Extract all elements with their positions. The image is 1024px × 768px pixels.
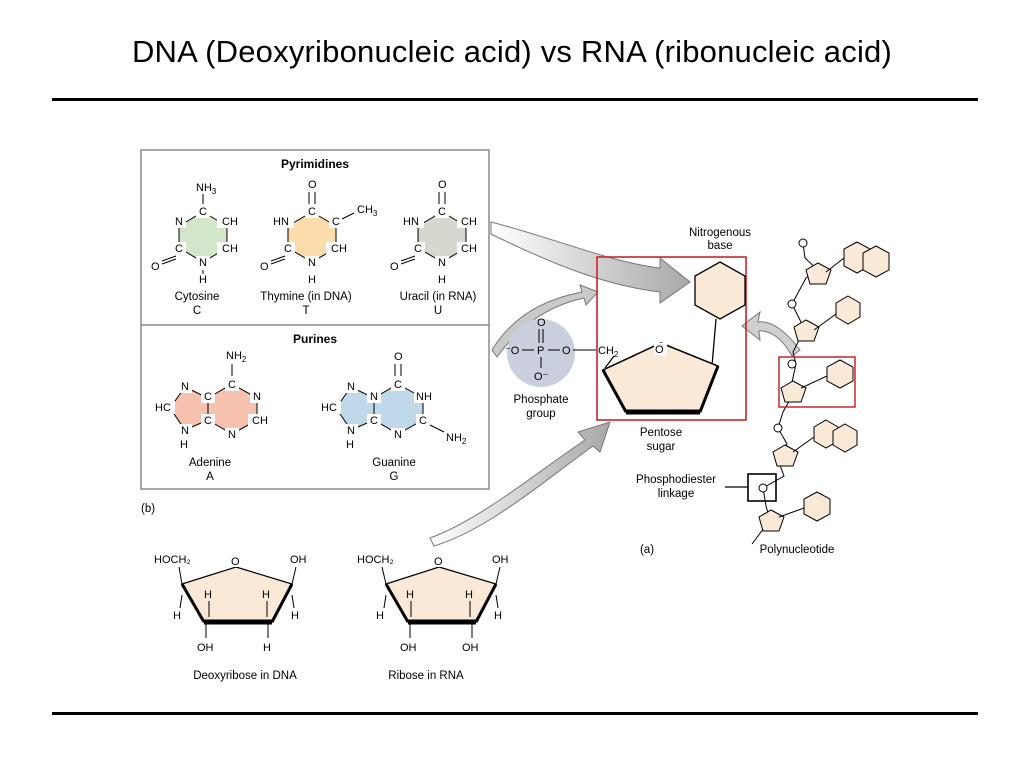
svg-text:H: H bbox=[376, 610, 384, 622]
panel-b-tag: (b) bbox=[141, 503, 156, 515]
svg-text:N: N bbox=[199, 257, 207, 269]
svg-text:O: O bbox=[438, 179, 447, 191]
svg-text:CH: CH bbox=[222, 243, 238, 255]
svg-text:O: O bbox=[394, 351, 403, 363]
panel-a-tag: (a) bbox=[639, 544, 655, 556]
svg-text:N: N bbox=[347, 425, 355, 437]
svg-text:H: H bbox=[262, 589, 270, 601]
adenine-letter: A bbox=[206, 471, 214, 483]
svg-text:O: O bbox=[260, 261, 269, 273]
svg-text:CH3: $CH_3$ bbox=[357, 204, 378, 218]
svg-text:H: H bbox=[173, 610, 181, 622]
svg-text:O: O bbox=[151, 261, 160, 273]
svg-text:N: N bbox=[347, 381, 355, 393]
svg-text:N: N bbox=[370, 391, 378, 403]
svg-text:N: N bbox=[181, 381, 189, 393]
svg-text:HN: HN bbox=[273, 216, 289, 228]
ribose-bottom-right: OH bbox=[462, 642, 479, 654]
svg-text:H: H bbox=[465, 589, 473, 601]
svg-text:C: C bbox=[199, 206, 207, 218]
svg-text:C: C bbox=[228, 379, 236, 391]
svg-text:CH: CH bbox=[222, 216, 238, 228]
svg-text:C: C bbox=[308, 206, 316, 218]
ribose-structure bbox=[357, 554, 509, 682]
svg-text:⁻O: ⁻O bbox=[505, 345, 520, 357]
svg-text:P: P bbox=[537, 345, 545, 357]
polynucleotide-chain bbox=[748, 239, 889, 544]
phosphodiester-label-1: Phosphodiester bbox=[636, 474, 716, 486]
guanine-letter: G bbox=[389, 471, 399, 483]
thymine-name: Thymine (in DNA) bbox=[260, 291, 352, 303]
svg-text:O: O bbox=[655, 344, 664, 356]
polynucleotide-label: Polynucleotide bbox=[759, 544, 835, 556]
svg-text:O: O bbox=[390, 261, 399, 273]
guanine-name: Guanine bbox=[372, 457, 416, 469]
svg-text:N: N bbox=[175, 216, 183, 228]
svg-text:OH: OH bbox=[400, 642, 417, 654]
svg-text:O: O bbox=[308, 179, 317, 191]
svg-text:C: C bbox=[332, 216, 340, 228]
svg-text:NH2: $NH_2$ bbox=[226, 350, 247, 364]
svg-text:C: C bbox=[414, 243, 422, 255]
svg-text:O: O bbox=[562, 345, 571, 357]
svg-text:OH: OH bbox=[197, 642, 214, 654]
svg-text:O: O bbox=[434, 556, 443, 568]
svg-text:CH: CH bbox=[461, 243, 477, 255]
nitrogenous-base-label-1: Nitrogenous bbox=[688, 227, 752, 239]
svg-text:H: H bbox=[346, 439, 354, 451]
deoxyribose-structure bbox=[154, 554, 307, 682]
svg-text:O⁻: O⁻ bbox=[534, 371, 549, 383]
svg-text:H: H bbox=[180, 439, 188, 451]
deoxyribose-top-right: OH bbox=[290, 554, 307, 566]
page-title: DNA (Deoxyribonucleic acid) vs RNA (ribonucleic acid) bbox=[131, 34, 893, 69]
adenine-name: Adenine bbox=[188, 457, 232, 469]
svg-text:H: H bbox=[438, 274, 446, 286]
svg-text:NH3: $NH_3$ bbox=[196, 182, 217, 196]
nitrogenous-base-hexagon bbox=[695, 262, 745, 319]
svg-text:CH: CH bbox=[252, 415, 268, 427]
svg-text:C: C bbox=[438, 206, 446, 218]
svg-text:N: N bbox=[438, 257, 446, 269]
svg-text:N: N bbox=[253, 391, 261, 403]
ribose-top-left: HOCH₂ bbox=[357, 554, 394, 566]
deoxyribose-label: Deoxyribose in DNA bbox=[193, 670, 297, 682]
svg-text:C: C bbox=[284, 243, 292, 255]
svg-text:C: C bbox=[394, 379, 402, 391]
ribose-label: Ribose in RNA bbox=[388, 670, 464, 682]
pyrimidines-header: Pyrimidines bbox=[280, 157, 350, 171]
svg-text:C: C bbox=[204, 391, 212, 403]
svg-text:H: H bbox=[204, 589, 212, 601]
svg-text:HC: HC bbox=[155, 402, 171, 414]
svg-text:C: C bbox=[419, 415, 427, 427]
nitrogenous-base-label-2: base bbox=[707, 240, 733, 252]
deoxyribose-bottom-right: H bbox=[263, 642, 271, 654]
svg-text:C: C bbox=[175, 243, 183, 255]
svg-text:H: H bbox=[494, 610, 502, 622]
svg-text:O: O bbox=[231, 556, 240, 568]
phosphodiester-label-2: linkage bbox=[657, 488, 695, 500]
svg-text:H: H bbox=[199, 274, 207, 286]
svg-text:H: H bbox=[291, 610, 299, 622]
svg-text:H: H bbox=[406, 589, 414, 601]
svg-text:NH: NH bbox=[416, 391, 432, 403]
pentose-sugar-label-2: sugar bbox=[646, 441, 676, 453]
phosphate-group-label-1: Phosphate bbox=[513, 394, 569, 406]
svg-text:CH: CH bbox=[461, 216, 477, 228]
svg-text:C: C bbox=[370, 415, 378, 427]
svg-text:C: C bbox=[204, 415, 212, 427]
uracil-letter: U bbox=[433, 305, 443, 317]
svg-text:N: N bbox=[308, 257, 316, 269]
svg-text:CH2: $CH_2$ bbox=[598, 345, 619, 359]
uracil-name: Uracil (in RNA) bbox=[399, 291, 477, 303]
cytosine-letter: C bbox=[192, 305, 202, 317]
svg-text:CH: CH bbox=[331, 243, 347, 255]
ribose-top-right: OH bbox=[492, 554, 509, 566]
purines-header: Purines bbox=[292, 332, 338, 346]
thymine-letter: T bbox=[302, 305, 310, 317]
svg-text:N: N bbox=[228, 429, 236, 441]
phosphate-group-label-2: group bbox=[526, 408, 556, 420]
svg-text:HN: HN bbox=[403, 216, 419, 228]
svg-text:N: N bbox=[181, 425, 189, 437]
svg-text:HC: HC bbox=[321, 402, 337, 414]
deoxyribose-top-left: HOCH₂ bbox=[154, 554, 191, 566]
svg-text:N: N bbox=[394, 429, 402, 441]
pentose-sugar-label-1: Pentose bbox=[639, 427, 683, 439]
svg-text:O: O bbox=[537, 317, 546, 329]
svg-text:H: H bbox=[308, 274, 316, 286]
svg-text:NH2: $NH_2$ bbox=[446, 432, 467, 446]
cytosine-name: Cytosine bbox=[174, 291, 220, 303]
